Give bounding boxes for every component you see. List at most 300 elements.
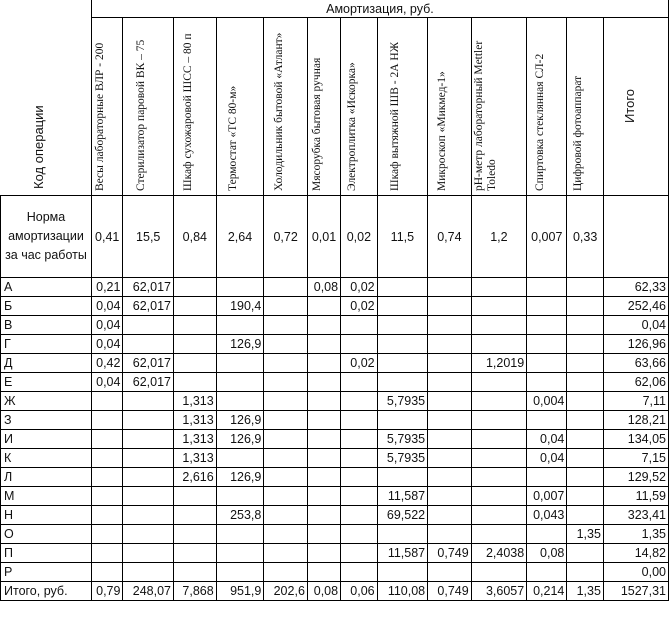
amortization-cell: [567, 563, 604, 582]
table-row: [1, 506, 669, 525]
amortization-cell: [307, 544, 340, 563]
column-total: 0,749: [428, 582, 472, 601]
amortization-cell: [527, 354, 567, 373]
row-total: 129,52: [603, 468, 668, 487]
row-total: 11,59: [603, 487, 668, 506]
amortization-cell: [216, 278, 264, 297]
equipment-label: Холодильник бытовой «Атлант»: [272, 32, 285, 191]
amortization-cell: 126,9: [216, 430, 264, 449]
equipment-header: [264, 18, 308, 196]
amortization-cell: [123, 525, 174, 544]
amortization-cell: [91, 411, 123, 430]
operation-code: А: [1, 278, 92, 297]
amortization-cell: [567, 487, 604, 506]
amortization-cell: [264, 278, 308, 297]
amortization-cell: [471, 335, 527, 354]
amortization-cell: [173, 335, 216, 354]
amortization-cell: [264, 297, 308, 316]
amortization-cell: [428, 297, 472, 316]
amortization-cell: [341, 316, 378, 335]
amortization-cell: [428, 506, 472, 525]
amortization-cell: [307, 563, 340, 582]
amortization-cell: [264, 525, 308, 544]
amortization-cell: 0,043: [527, 506, 567, 525]
amortization-cell: 0,02: [341, 354, 378, 373]
amortization-cell: [428, 335, 472, 354]
amortization-cell: [216, 487, 264, 506]
amortization-cell: [471, 278, 527, 297]
operation-code: В: [1, 316, 92, 335]
amortization-cell: [428, 278, 472, 297]
table-row: [1, 316, 669, 335]
amortization-cell: 2,4038: [471, 544, 527, 563]
norm-total-cell: [603, 196, 668, 278]
amortization-cell: 5,7935: [377, 392, 428, 411]
amortization-cell: 126,9: [216, 411, 264, 430]
amortization-cell: 0,04: [91, 297, 123, 316]
amortization-cell: 253,8: [216, 506, 264, 525]
amortization-cell: 0,21: [91, 278, 123, 297]
row-total: 128,21: [603, 411, 668, 430]
equipment-header: [428, 18, 472, 196]
equipment-label: рН-метр лабораторный Mettler Toledo: [472, 40, 498, 191]
amortization-cell: [341, 373, 378, 392]
row-total: 0,04: [603, 316, 668, 335]
row-total: 62,06: [603, 373, 668, 392]
amortization-cell: 0,04: [527, 430, 567, 449]
amortization-cell: [307, 316, 340, 335]
equipment-label: Весы лабораторные ВЛР - 200: [94, 42, 107, 191]
amortization-cell: [428, 468, 472, 487]
equipment-header: [567, 18, 604, 196]
amortization-cell: [216, 316, 264, 335]
amortization-cell: 1,313: [173, 411, 216, 430]
amortization-cell: 11,587: [377, 487, 428, 506]
amortization-cell: [341, 544, 378, 563]
amortization-cell: [123, 335, 174, 354]
amortization-cell: [264, 373, 308, 392]
amortization-cell: [428, 373, 472, 392]
amortization-cell: [527, 468, 567, 487]
column-total: 0,79: [91, 582, 123, 601]
amortization-cell: [216, 544, 264, 563]
amortization-cell: [216, 392, 264, 411]
amortization-cell: [428, 563, 472, 582]
table-row: [1, 373, 669, 392]
operation-code: Д: [1, 354, 92, 373]
norm-cell: 0,41: [91, 196, 123, 278]
amortization-cell: [567, 354, 604, 373]
amortization-cell: [91, 449, 123, 468]
norm-cell: 0,72: [264, 196, 308, 278]
amortization-cell: [567, 335, 604, 354]
row-total: 62,33: [603, 278, 668, 297]
amortization-cell: [527, 316, 567, 335]
amortization-cell: [428, 354, 472, 373]
equipment-header: [377, 18, 428, 196]
amortization-cell: [123, 430, 174, 449]
amortization-cell: [567, 468, 604, 487]
amortization-cell: [567, 392, 604, 411]
amortization-cell: [173, 373, 216, 392]
row-total: 63,66: [603, 354, 668, 373]
amortization-cell: [567, 316, 604, 335]
amortization-cell: [377, 411, 428, 430]
amortization-cell: [471, 525, 527, 544]
amortization-cell: [123, 506, 174, 525]
amortization-cell: [173, 487, 216, 506]
norm-cell: 0,01: [307, 196, 340, 278]
amortization-cell: [91, 430, 123, 449]
column-total: 248,07: [123, 582, 174, 601]
amortization-cell: 62,017: [123, 297, 174, 316]
amortization-cell: [173, 525, 216, 544]
row-total: 1,35: [603, 525, 668, 544]
operation-code: М: [1, 487, 92, 506]
column-total: 7,868: [173, 582, 216, 601]
amortization-cell: [567, 449, 604, 468]
amortization-cell: 62,017: [123, 373, 174, 392]
row-total: 252,46: [603, 297, 668, 316]
amortization-cell: [527, 525, 567, 544]
amortization-cell: [307, 506, 340, 525]
amortization-cell: [216, 354, 264, 373]
equipment-label: Электроплитка «Искорка»: [345, 62, 358, 191]
amortization-cell: [307, 354, 340, 373]
amortization-cell: 0,749: [428, 544, 472, 563]
amortization-cell: [377, 297, 428, 316]
code-header-cell: [1, 0, 92, 196]
amortization-cell: [264, 468, 308, 487]
amortization-cell: [341, 487, 378, 506]
amortization-cell: [428, 525, 472, 544]
amortization-cell: [377, 373, 428, 392]
amortization-cell: [377, 525, 428, 544]
total-row: [1, 582, 669, 601]
amortization-cell: [264, 411, 308, 430]
amortization-cell: [377, 335, 428, 354]
column-total: 110,08: [377, 582, 428, 601]
amortization-cell: [173, 544, 216, 563]
amortization-cell: [428, 487, 472, 506]
total-header-label: Итого: [621, 88, 637, 124]
table-row: [1, 297, 669, 316]
operation-code: Б: [1, 297, 92, 316]
norm-row: [1, 196, 669, 278]
equipment-header: [307, 18, 340, 196]
amortization-cell: [264, 335, 308, 354]
operation-code: И: [1, 430, 92, 449]
amortization-cell: [471, 487, 527, 506]
row-total: 0,00: [603, 563, 668, 582]
equipment-label: Термостат «ТС 80-м»: [227, 85, 240, 191]
amortization-cell: [567, 373, 604, 392]
norm-cell: 2,64: [216, 196, 264, 278]
amortization-cell: 11,587: [377, 544, 428, 563]
amortization-cell: [123, 468, 174, 487]
amortization-cell: 190,4: [216, 297, 264, 316]
amortization-cell: [91, 468, 123, 487]
equipment-label: Мясорубка бытовая ручная: [310, 57, 323, 191]
table-row: [1, 278, 669, 297]
amortization-cell: [341, 430, 378, 449]
amortization-cell: 5,7935: [377, 449, 428, 468]
amortization-cell: [173, 506, 216, 525]
amortization-cell: 1,35: [567, 525, 604, 544]
amortization-cell: [471, 468, 527, 487]
amortization-cell: 0,02: [341, 278, 378, 297]
amortization-cell: [471, 373, 527, 392]
amortization-cell: [567, 297, 604, 316]
amortization-cell: [91, 487, 123, 506]
equipment-header-row: [1, 18, 669, 196]
norm-cell: 1,2: [471, 196, 527, 278]
norm-cell: 0,007: [527, 196, 567, 278]
equipment-header: [173, 18, 216, 196]
column-total: 202,6: [264, 582, 308, 601]
amortization-cell: [341, 525, 378, 544]
amortization-cell: [91, 544, 123, 563]
amortization-cell: 0,08: [527, 544, 567, 563]
amortization-cell: [264, 430, 308, 449]
amortization-cell: [264, 506, 308, 525]
total-row-label: Итого, руб.: [1, 582, 92, 601]
amortization-cell: [471, 506, 527, 525]
amortization-cell: 1,313: [173, 430, 216, 449]
amortization-cell: [123, 411, 174, 430]
amortization-cell: [264, 544, 308, 563]
amortization-cell: [567, 411, 604, 430]
amortization-cell: 5,7935: [377, 430, 428, 449]
amortization-cell: [307, 468, 340, 487]
row-total: 126,96: [603, 335, 668, 354]
operation-code: О: [1, 525, 92, 544]
amortization-cell: [264, 449, 308, 468]
amortization-cell: [341, 468, 378, 487]
amortization-cell: 1,313: [173, 392, 216, 411]
amortization-cell: [123, 487, 174, 506]
table-row: [1, 335, 669, 354]
row-total: 134,05: [603, 430, 668, 449]
row-total: 7,11: [603, 392, 668, 411]
operation-code: Р: [1, 563, 92, 582]
equipment-label: Шкаф сухожаровой ШСС – 80 п: [181, 33, 194, 191]
table-row: [1, 544, 669, 563]
amortization-cell: [567, 278, 604, 297]
amortization-cell: [341, 411, 378, 430]
amortization-cell: [527, 297, 567, 316]
amortization-cell: [173, 563, 216, 582]
amortization-cell: [377, 468, 428, 487]
amortization-cell: [428, 392, 472, 411]
column-total: 0,06: [341, 582, 378, 601]
amortization-cell: 0,004: [527, 392, 567, 411]
equipment-label: Цифровой фотоаппарат: [572, 75, 585, 191]
table-row: [1, 354, 669, 373]
amortization-cell: [527, 278, 567, 297]
operation-code: Е: [1, 373, 92, 392]
column-total: 951,9: [216, 582, 264, 601]
table-row: [1, 468, 669, 487]
amortization-cell: 1,313: [173, 449, 216, 468]
amortization-cell: [216, 373, 264, 392]
table-row: [1, 487, 669, 506]
amortization-cell: [428, 430, 472, 449]
amortization-cell: [341, 335, 378, 354]
amortization-cell: [264, 563, 308, 582]
amortization-cell: [377, 354, 428, 373]
amortization-cell: [307, 487, 340, 506]
norm-cell: 0,02: [341, 196, 378, 278]
equipment-header: [341, 18, 378, 196]
amortization-cell: [264, 354, 308, 373]
amortization-cell: [527, 335, 567, 354]
column-total: 0,08: [307, 582, 340, 601]
amortization-cell: [264, 392, 308, 411]
amortization-cell: 1,2019: [471, 354, 527, 373]
column-total: 1,35: [567, 582, 604, 601]
total-header: [603, 18, 668, 196]
amortization-cell: 62,017: [123, 354, 174, 373]
equipment-label: Шкаф вытяжной ШВ - 2А НЖ: [389, 41, 402, 191]
table-row: [1, 563, 669, 582]
amortization-cell: [307, 392, 340, 411]
amortization-cell: [341, 506, 378, 525]
amortization-cell: [307, 373, 340, 392]
amortization-cell: [567, 544, 604, 563]
operation-code: Г: [1, 335, 92, 354]
amortization-cell: [307, 525, 340, 544]
equipment-header: [471, 18, 527, 196]
amortization-cell: [91, 525, 123, 544]
amortization-cell: [341, 449, 378, 468]
table-row: [1, 525, 669, 544]
amortization-cell: [377, 278, 428, 297]
amortization-cell: [264, 316, 308, 335]
operation-code: П: [1, 544, 92, 563]
group-header: Амортизация, руб.: [91, 0, 668, 18]
amortization-cell: [428, 449, 472, 468]
amortization-cell: 62,017: [123, 278, 174, 297]
norm-cell: 0,74: [428, 196, 472, 278]
norm-cell: 0,84: [173, 196, 216, 278]
table-row: [1, 430, 669, 449]
amortization-cell: [307, 449, 340, 468]
amortization-cell: [91, 563, 123, 582]
table-row: [1, 449, 669, 468]
amortization-cell: [123, 544, 174, 563]
amortization-cell: 0,08: [307, 278, 340, 297]
amortization-cell: [377, 563, 428, 582]
amortization-cell: [341, 392, 378, 411]
column-total: 3,6057: [471, 582, 527, 601]
table-row: [1, 411, 669, 430]
amortization-cell: 69,522: [377, 506, 428, 525]
row-total: 14,82: [603, 544, 668, 563]
operation-code: З: [1, 411, 92, 430]
amortization-cell: [307, 411, 340, 430]
amortization-cell: 126,9: [216, 335, 264, 354]
norm-cell: 0,33: [567, 196, 604, 278]
amortization-cell: [428, 411, 472, 430]
operation-code: Ж: [1, 392, 92, 411]
amortization-cell: [216, 525, 264, 544]
amortization-cell: 126,9: [216, 468, 264, 487]
amortization-cell: [471, 392, 527, 411]
amortization-cell: [264, 487, 308, 506]
code-header: Код операции: [30, 104, 46, 189]
amortization-cell: 0,04: [91, 373, 123, 392]
row-total: 323,41: [603, 506, 668, 525]
equipment-label: Спиртовка стеклянная СЛ-2: [533, 53, 546, 191]
amortization-cell: [471, 411, 527, 430]
amortization-cell: [428, 316, 472, 335]
amortization-cell: [123, 392, 174, 411]
amortization-cell: [216, 563, 264, 582]
amortization-cell: [173, 278, 216, 297]
equipment-header: [527, 18, 567, 196]
equipment-header: [123, 18, 174, 196]
amortization-cell: [567, 506, 604, 525]
amortization-cell: [123, 316, 174, 335]
amortization-cell: [173, 354, 216, 373]
amortization-cell: [471, 563, 527, 582]
amortization-cell: [91, 392, 123, 411]
amortization-cell: 2,616: [173, 468, 216, 487]
amortization-cell: 0,04: [91, 316, 123, 335]
amortization-cell: 0,02: [341, 297, 378, 316]
amortization-cell: [471, 316, 527, 335]
norm-cell: 15,5: [123, 196, 174, 278]
amortization-cell: [173, 316, 216, 335]
amortization-cell: [527, 563, 567, 582]
amortization-cell: 0,007: [527, 487, 567, 506]
equipment-label: Стерилизатор паровой ВК – 75: [135, 39, 148, 191]
operation-code: К: [1, 449, 92, 468]
amortization-cell: [307, 430, 340, 449]
amortization-cell: [307, 297, 340, 316]
equipment-header: [216, 18, 264, 196]
amortization-cell: [527, 373, 567, 392]
amortization-cell: [471, 297, 527, 316]
norm-cell: 11,5: [377, 196, 428, 278]
operation-code: Л: [1, 468, 92, 487]
norm-label: Норма амортизации за час работы: [1, 196, 92, 278]
amortization-cell: [173, 297, 216, 316]
row-total: 7,15: [603, 449, 668, 468]
amortization-cell: [471, 449, 527, 468]
amortization-cell: [471, 430, 527, 449]
amortization-cell: [377, 316, 428, 335]
equipment-header: [91, 18, 123, 196]
column-total: 0,214: [527, 582, 567, 601]
amortization-cell: [91, 506, 123, 525]
amortization-cell: [341, 563, 378, 582]
grand-total: 1527,31: [603, 582, 668, 601]
operation-code: Н: [1, 506, 92, 525]
amortization-cell: 0,42: [91, 354, 123, 373]
amortization-cell: [216, 449, 264, 468]
amortization-cell: [123, 563, 174, 582]
amortization-cell: [123, 449, 174, 468]
amortization-cell: [307, 335, 340, 354]
equipment-label: Микроскоп «Микмед-1»: [436, 71, 449, 191]
table-row: [1, 392, 669, 411]
amortization-cell: 0,04: [91, 335, 123, 354]
amortization-cell: [527, 411, 567, 430]
amortization-cell: 0,04: [527, 449, 567, 468]
amortization-cell: [567, 430, 604, 449]
